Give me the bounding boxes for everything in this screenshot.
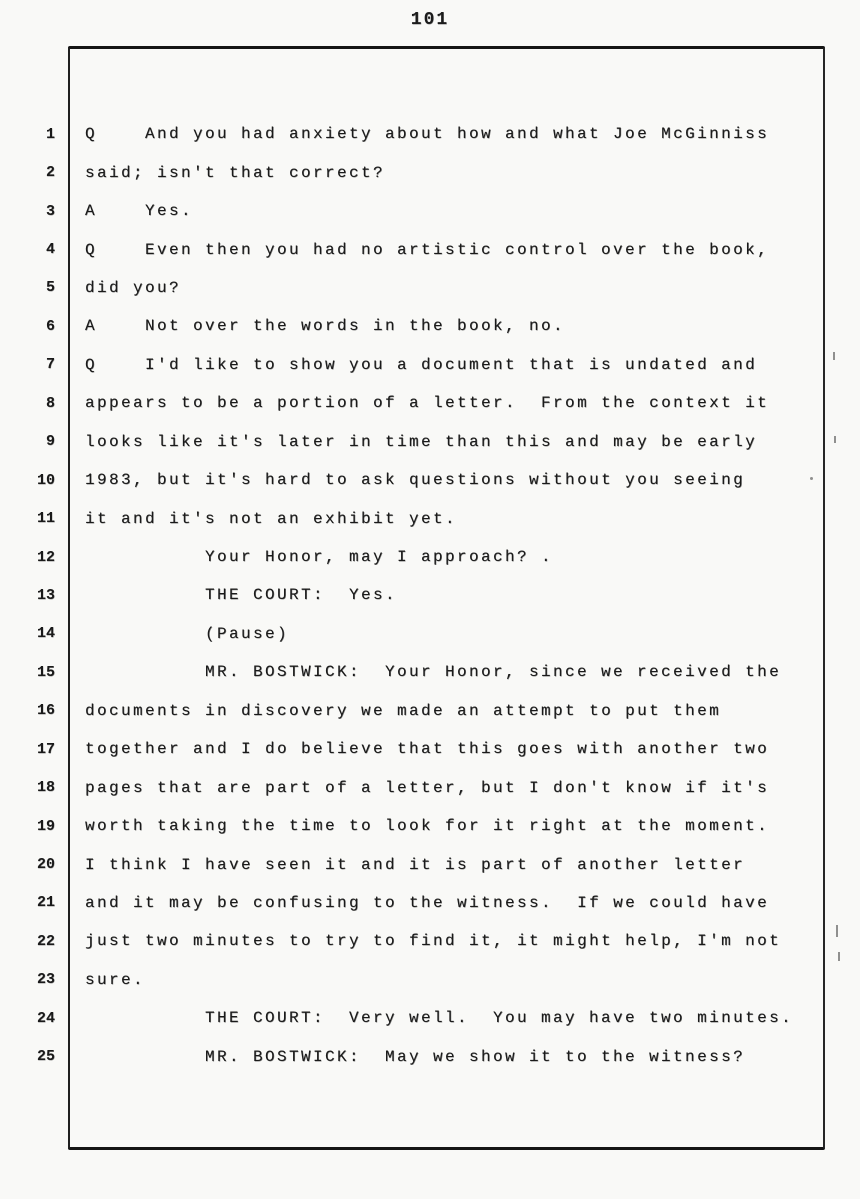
line-text: (Pause) bbox=[205, 624, 290, 643]
line-number: 22 bbox=[36, 932, 55, 950]
line-number: 2 bbox=[45, 164, 55, 182]
transcript-line bbox=[0, 922, 860, 960]
transcript-line bbox=[0, 692, 860, 730]
line-text: I'd like to show you a document that is undated and bbox=[145, 355, 758, 374]
transcript-line bbox=[0, 192, 860, 230]
speaker-marker: A bbox=[85, 202, 98, 221]
speaker-marker: Q bbox=[85, 355, 98, 374]
transcript-line bbox=[0, 423, 860, 461]
line-content bbox=[85, 164, 385, 182]
line-text: And you had anxiety about how and what Joe McGinniss bbox=[145, 125, 770, 144]
line-content bbox=[85, 1009, 793, 1027]
line-text: worth taking the time to look for it right at the moment. bbox=[85, 817, 770, 836]
transcript-line bbox=[0, 461, 860, 499]
line-content bbox=[85, 817, 769, 835]
line-text: just two minutes to try to find it, it might help, I'm not bbox=[85, 932, 782, 951]
transcript-line bbox=[0, 1038, 860, 1076]
scan-artifact bbox=[810, 477, 813, 480]
line-content bbox=[85, 779, 769, 797]
line-content bbox=[85, 317, 565, 335]
transcript-line bbox=[0, 653, 860, 691]
line-number: 8 bbox=[45, 394, 55, 412]
line-text: Not over the words in the book, no. bbox=[145, 317, 566, 336]
line-number: 16 bbox=[36, 702, 55, 720]
line-number: 15 bbox=[36, 663, 55, 681]
line-number: 5 bbox=[45, 279, 55, 297]
line-text: Your Honor, may I approach? . bbox=[205, 548, 554, 567]
line-number: 4 bbox=[45, 241, 55, 259]
line-content bbox=[85, 356, 757, 374]
line-text: 1983, but it's hard to ask questions without you seeing bbox=[85, 471, 746, 490]
scan-artifact bbox=[836, 925, 838, 937]
line-content bbox=[85, 471, 745, 489]
line-content bbox=[85, 279, 181, 297]
line-number: 10 bbox=[36, 471, 55, 489]
line-content bbox=[85, 586, 397, 604]
transcript-line bbox=[0, 768, 860, 806]
transcript-line bbox=[0, 999, 860, 1037]
line-text: MR. BOSTWICK: May we show it to the witness? bbox=[205, 1047, 746, 1066]
transcript-line bbox=[0, 615, 860, 653]
transcript-line bbox=[0, 346, 860, 384]
page-number: 101 bbox=[410, 10, 450, 30]
transcript-line bbox=[0, 807, 860, 845]
transcript-line bbox=[0, 538, 860, 576]
line-content bbox=[85, 971, 145, 989]
line-content bbox=[85, 202, 193, 220]
line-number: 13 bbox=[36, 586, 55, 604]
transcript-line bbox=[0, 884, 860, 922]
line-number: 3 bbox=[45, 202, 55, 220]
line-text: pages that are part of a letter, but I don't know if it's bbox=[85, 778, 770, 797]
transcript-line bbox=[0, 115, 860, 153]
line-text: together and I do believe that this goes with another two bbox=[85, 740, 770, 759]
line-number: 12 bbox=[36, 548, 55, 566]
line-number: 18 bbox=[36, 779, 55, 797]
line-text: MR. BOSTWICK: Your Honor, since we received the bbox=[205, 663, 782, 682]
line-text: Yes. bbox=[145, 202, 194, 221]
transcript-line bbox=[0, 230, 860, 268]
line-content bbox=[85, 625, 289, 643]
line-text: said; isn't that correct? bbox=[85, 163, 386, 182]
line-content bbox=[85, 510, 457, 528]
line-content bbox=[85, 548, 553, 566]
transcript-line bbox=[0, 384, 860, 422]
line-text: documents in discovery we made an attempt to put them bbox=[85, 701, 722, 720]
speaker-marker: A bbox=[85, 317, 98, 336]
line-content bbox=[85, 394, 769, 412]
line-content bbox=[85, 932, 781, 950]
transcript-line bbox=[0, 961, 860, 999]
line-number: 19 bbox=[36, 817, 55, 835]
line-number: 17 bbox=[36, 740, 55, 758]
line-number: 25 bbox=[36, 1048, 55, 1066]
line-content bbox=[85, 856, 745, 874]
transcript-line bbox=[0, 730, 860, 768]
scan-artifact bbox=[834, 436, 836, 443]
line-number: 1 bbox=[45, 125, 55, 143]
transcript-line bbox=[0, 269, 860, 307]
line-text: looks like it's later in time than this and may be early bbox=[85, 432, 758, 451]
line-text: sure. bbox=[85, 970, 146, 989]
line-content bbox=[85, 433, 757, 451]
line-number: 14 bbox=[36, 625, 55, 643]
line-number: 7 bbox=[45, 356, 55, 374]
transcript-line bbox=[0, 499, 860, 537]
transcript-line bbox=[0, 576, 860, 614]
line-number: 23 bbox=[36, 971, 55, 989]
scan-artifact bbox=[833, 352, 835, 360]
line-text: appears to be a portion of a letter. From the context it bbox=[85, 394, 770, 413]
transcript-body bbox=[0, 115, 860, 1076]
line-content bbox=[85, 1048, 745, 1066]
line-text: and it may be confusing to the witness. If we could have bbox=[85, 893, 770, 912]
line-number: 9 bbox=[45, 433, 55, 451]
line-number: 6 bbox=[45, 317, 55, 335]
scan-artifact bbox=[838, 952, 840, 961]
line-content bbox=[85, 702, 721, 720]
line-text: Even then you had no artistic control over the book, bbox=[145, 240, 770, 259]
line-content bbox=[85, 241, 769, 259]
line-number: 20 bbox=[36, 856, 55, 874]
line-content bbox=[85, 125, 769, 143]
speaker-marker: Q bbox=[85, 125, 98, 144]
line-text: it and it's not an exhibit yet. bbox=[85, 509, 458, 528]
speaker-marker: Q bbox=[85, 240, 98, 259]
line-text: THE COURT: Yes. bbox=[205, 586, 398, 605]
line-number: 24 bbox=[36, 1009, 55, 1027]
line-text: did you? bbox=[85, 278, 182, 297]
line-content bbox=[85, 740, 769, 758]
transcript-line bbox=[0, 153, 860, 191]
transcript-line bbox=[0, 845, 860, 883]
line-text: I think I have seen it and it is part of another letter bbox=[85, 855, 746, 874]
line-number: 21 bbox=[36, 894, 55, 912]
line-content bbox=[85, 663, 781, 681]
transcript-line bbox=[0, 307, 860, 345]
line-content bbox=[85, 894, 769, 912]
line-number: 11 bbox=[36, 510, 55, 528]
line-text: THE COURT: Very well. You may have two minutes. bbox=[205, 1009, 794, 1028]
